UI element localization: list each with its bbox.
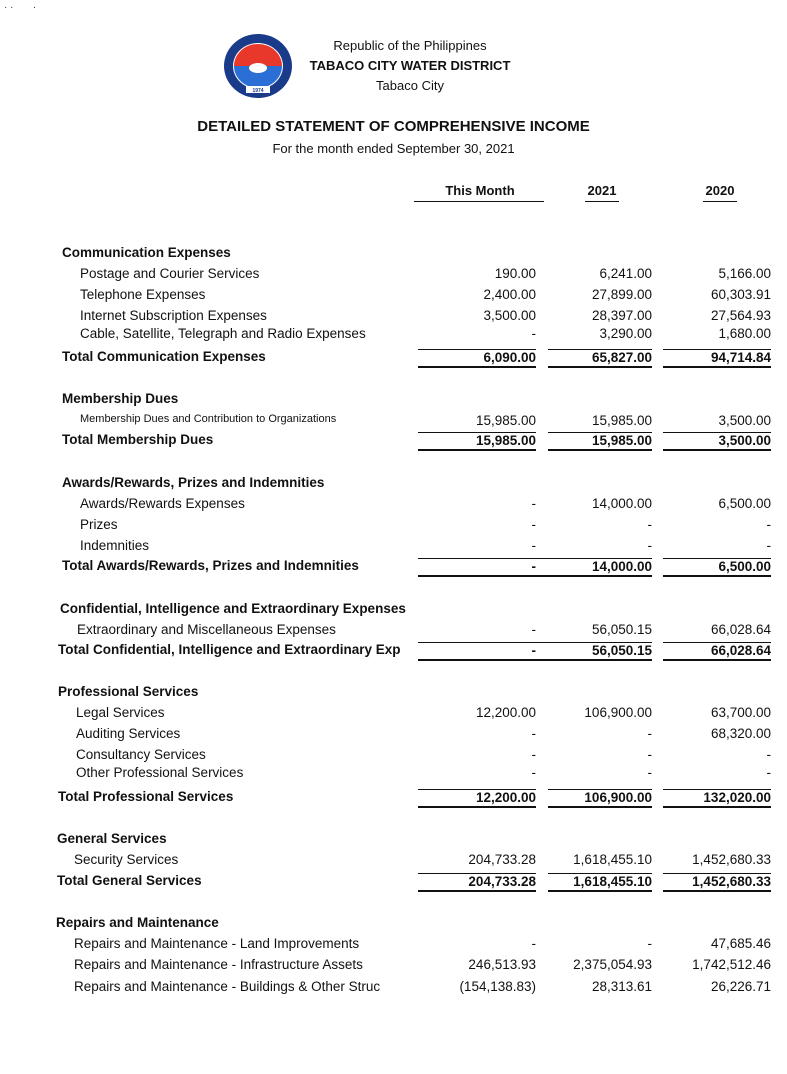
line-item-label: Indemnities <box>80 538 150 553</box>
amount-2021: 27,899.00 <box>591 287 652 302</box>
amount-this-month: 204,733.28 <box>468 852 536 867</box>
amount-this-month: 3,500.00 <box>483 308 536 323</box>
column-header-underline <box>585 201 619 202</box>
amount-2020: 6,500.00 <box>718 496 771 511</box>
amount-2020: - <box>766 538 771 553</box>
amount-2020: 132,020.00 <box>663 789 771 808</box>
line-item-row <box>0 765 787 784</box>
line-item-row <box>0 287 787 306</box>
column-header-underline <box>414 201 544 202</box>
line-item-row <box>0 979 787 998</box>
total-label: Total Confidential, Intelligence and Extraordinary Exp <box>58 642 401 657</box>
scan-specks: · · · <box>4 2 37 13</box>
amount-2020: 3,500.00 <box>663 432 771 451</box>
amount-2020: - <box>766 765 771 780</box>
section-heading-row <box>0 915 787 934</box>
line-item-row <box>0 496 787 515</box>
total-label: Total Professional Services <box>58 789 234 804</box>
column-header-underline <box>703 201 737 202</box>
amount-this-month: (154,138.83) <box>459 979 536 994</box>
amount-2021: 2,375,054.93 <box>573 957 652 972</box>
line-item-label: Repairs and Maintenance - Buildings & Other Struc <box>74 979 381 994</box>
amount-this-month: 12,200.00 <box>475 705 536 720</box>
amount-2021: 15,985.00 <box>548 432 652 451</box>
line-item-row <box>0 413 787 432</box>
amount-this-month: - <box>531 538 536 553</box>
amount-this-month: 190.00 <box>494 266 536 281</box>
amount-2021: 106,900.00 <box>584 705 652 720</box>
amount-this-month: 12,200.00 <box>418 789 536 808</box>
amount-2021: - <box>647 747 652 762</box>
header-district-name: TABACO CITY WATER DISTRICT <box>309 58 511 73</box>
amount-2021: 28,313.61 <box>591 979 652 994</box>
line-item-label: Cable, Satellite, Telegraph and Radio Expenses <box>80 326 366 341</box>
amount-2021: 1,618,455.10 <box>573 852 652 867</box>
line-item-label: Prizes <box>80 517 118 532</box>
line-item-label: Awards/Rewards Expenses <box>80 496 245 511</box>
total-row <box>0 558 787 577</box>
section-heading-row <box>0 684 787 703</box>
amount-2021: 14,000.00 <box>591 496 652 511</box>
amount-this-month: - <box>531 726 536 741</box>
amount-this-month: - <box>531 622 536 637</box>
total-label: Total Membership Dues <box>62 432 214 447</box>
amount-2021: - <box>647 936 652 951</box>
amount-2021: 3,290.00 <box>599 326 652 341</box>
line-item-label: Extraordinary and Miscellaneous Expenses <box>77 622 336 637</box>
line-item-row <box>0 308 787 327</box>
amount-2020: 26,226.71 <box>710 979 771 994</box>
amount-this-month: - <box>531 765 536 780</box>
section-heading-row <box>0 601 787 620</box>
line-item-label: Other Professional Services <box>76 765 244 780</box>
total-row <box>0 349 787 368</box>
line-item-label: Repairs and Maintenance - Infrastructure Assets <box>74 957 363 972</box>
amount-this-month: 2,400.00 <box>483 287 536 302</box>
amount-2021: 6,241.00 <box>599 266 652 281</box>
amount-2020: 6,500.00 <box>663 558 771 577</box>
line-item-row <box>0 538 787 557</box>
column-header-2020: 2020 <box>705 183 735 198</box>
line-item-row <box>0 747 787 766</box>
line-item-label: Consultancy Services <box>76 747 206 762</box>
amount-this-month: 15,985.00 <box>418 432 536 451</box>
amount-2020: 1,452,680.33 <box>663 873 771 892</box>
amount-2020: 1,742,512.46 <box>692 957 771 972</box>
amount-2021: - <box>647 726 652 741</box>
section-heading-row <box>0 391 787 410</box>
line-item-label: Repairs and Maintenance - Land Improvements <box>74 936 360 951</box>
amount-this-month: - <box>531 936 536 951</box>
amount-this-month: - <box>418 642 554 661</box>
amount-2020: 66,028.64 <box>663 642 771 661</box>
section-heading: Professional Services <box>58 684 199 699</box>
line-item-label: Internet Subscription Expenses <box>80 308 267 323</box>
amount-2021: 28,397.00 <box>591 308 652 323</box>
amount-this-month: 246,513.93 <box>468 957 536 972</box>
line-item-row <box>0 936 787 955</box>
amount-2020: 66,028.64 <box>710 622 771 637</box>
total-row <box>0 642 787 661</box>
section-heading: Awards/Rewards, Prizes and Indemnities <box>62 475 325 490</box>
column-header-2021: 2021 <box>587 183 617 198</box>
amount-2021: 56,050.15 <box>591 622 652 637</box>
amount-2021: - <box>647 538 652 553</box>
amount-2021: - <box>647 517 652 532</box>
section-heading: Communication Expenses <box>62 245 231 260</box>
amount-2020: 1,680.00 <box>718 326 771 341</box>
line-item-row <box>0 266 787 285</box>
amount-this-month: - <box>531 496 536 511</box>
amount-2020: 60,303.91 <box>710 287 771 302</box>
amount-2020: - <box>766 517 771 532</box>
amount-2020: 47,685.46 <box>710 936 771 951</box>
amount-2021: 15,985.00 <box>591 413 652 428</box>
amount-this-month: 204,733.28 <box>418 873 536 892</box>
amount-2020: 68,320.00 <box>710 726 771 741</box>
amount-2020: 27,564.93 <box>710 308 771 323</box>
section-heading: Confidential, Intelligence and Extraordinary Expenses <box>60 601 406 616</box>
line-item-label: Auditing Services <box>76 726 181 741</box>
amount-2020: 5,166.00 <box>718 266 771 281</box>
line-item-row <box>0 622 787 641</box>
amount-this-month: - <box>531 517 536 532</box>
amount-this-month: 15,985.00 <box>475 413 536 428</box>
amount-2021: 106,900.00 <box>548 789 652 808</box>
total-row <box>0 432 787 451</box>
line-item-row <box>0 852 787 871</box>
amount-2020: 3,500.00 <box>718 413 771 428</box>
water-district-seal-logo <box>222 32 294 100</box>
amount-2021: 56,050.15 <box>548 642 652 661</box>
header-republic: Republic of the Philippines <box>333 38 487 53</box>
line-item-label: Membership Dues and Contribution to Organizations <box>80 413 337 425</box>
amount-2020: - <box>766 747 771 762</box>
amount-2020: 94,714.84 <box>663 349 771 368</box>
amount-2020: 63,700.00 <box>710 705 771 720</box>
amount-this-month: 6,090.00 <box>418 349 536 368</box>
header-city: Tabaco City <box>376 78 444 93</box>
amount-2021: 14,000.00 <box>548 558 652 577</box>
svg-text:1974: 1974 <box>252 88 264 94</box>
amount-2021: - <box>647 765 652 780</box>
line-item-label: Security Services <box>74 852 179 867</box>
line-item-row <box>0 705 787 724</box>
column-header-this-month: This Month <box>445 183 515 198</box>
total-row <box>0 873 787 892</box>
line-item-label: Legal Services <box>76 705 165 720</box>
line-item-label: Postage and Courier Services <box>80 266 260 281</box>
section-heading: Membership Dues <box>62 391 179 406</box>
total-label: Total Communication Expenses <box>62 349 266 364</box>
line-item-row <box>0 957 787 976</box>
line-item-row <box>0 326 787 345</box>
amount-2020: 1,452,680.33 <box>692 852 771 867</box>
line-item-row <box>0 517 787 536</box>
amount-2021: 1,618,455.10 <box>548 873 652 892</box>
total-label: Total General Services <box>57 873 202 888</box>
section-heading-row <box>0 475 787 494</box>
total-row <box>0 789 787 808</box>
amount-2021: 65,827.00 <box>548 349 652 368</box>
line-item-label: Telephone Expenses <box>80 287 206 302</box>
amount-this-month: - <box>418 558 554 577</box>
total-label: Total Awards/Rewards, Prizes and Indemnities <box>62 558 359 573</box>
section-heading: Repairs and Maintenance <box>56 915 219 930</box>
line-item-row <box>0 726 787 745</box>
section-heading-row <box>0 245 787 264</box>
statement-period: For the month ended September 30, 2021 <box>272 141 515 156</box>
section-heading: General Services <box>57 831 167 846</box>
amount-this-month: - <box>531 747 536 762</box>
amount-this-month: - <box>531 326 536 341</box>
statement-title: DETAILED STATEMENT OF COMPREHENSIVE INCOME <box>197 118 590 135</box>
section-heading-row <box>0 831 787 850</box>
